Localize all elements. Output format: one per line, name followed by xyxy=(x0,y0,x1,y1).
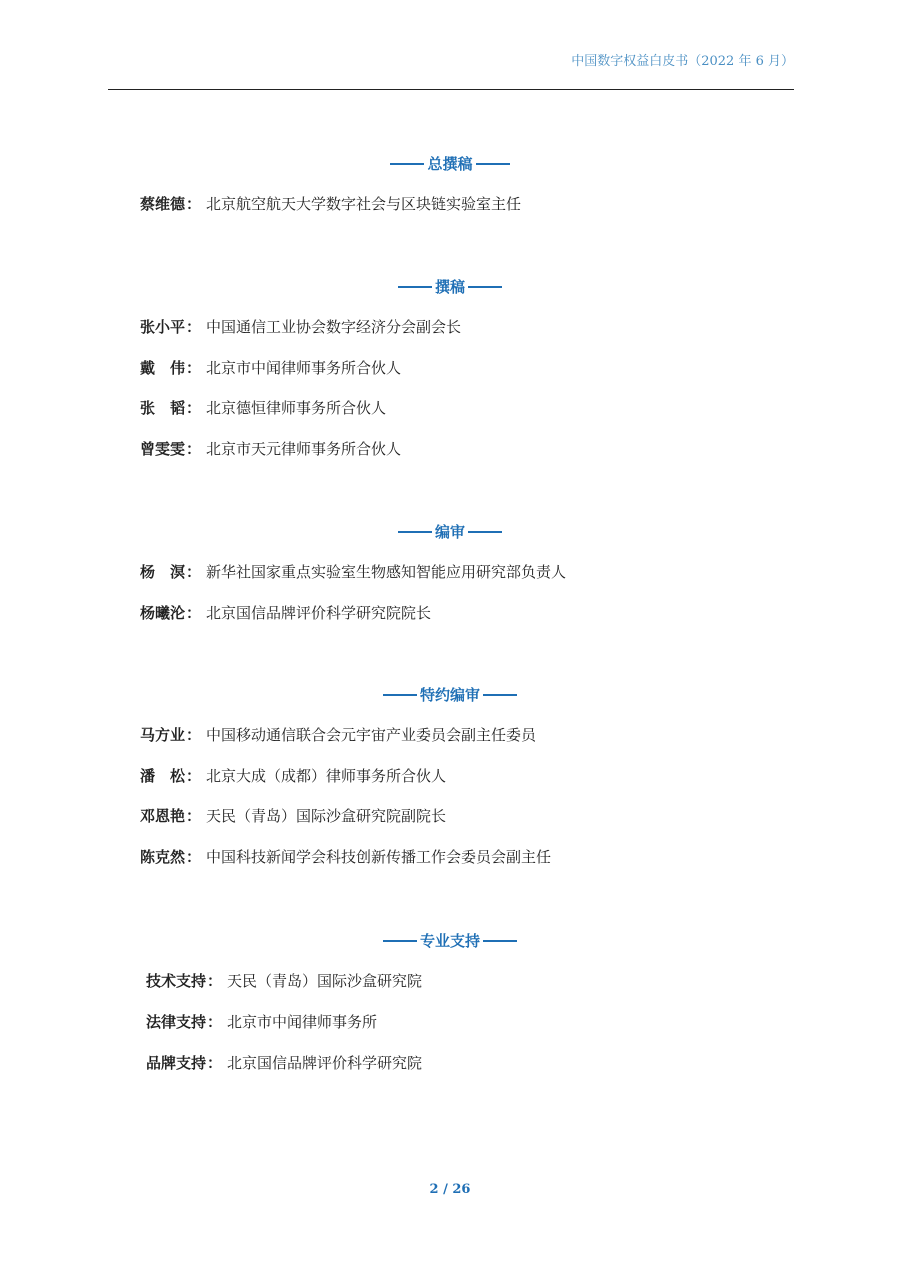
support-provider: 天民（青岛）国际沙盒研究院 xyxy=(227,972,423,990)
contributor-name: 潘 松 xyxy=(140,767,186,785)
support-provider: 北京国信品牌评价科学研究院 xyxy=(227,1054,423,1072)
support-provider: 北京市中闻律师事务所 xyxy=(227,1013,378,1031)
section-heading-label: 撰稿 xyxy=(434,278,465,296)
support-type: 品牌支持 xyxy=(146,1054,207,1072)
contributor-role: 北京德恒律师事务所合伙人 xyxy=(206,399,387,417)
heading-dash-right xyxy=(468,286,502,288)
header-rule xyxy=(108,89,794,90)
contributor-row xyxy=(140,194,521,214)
contributor-role: 新华社国家重点实验室生物感知智能应用研究部负责人 xyxy=(206,563,567,581)
colon: ： xyxy=(207,1013,223,1031)
support-row xyxy=(146,1053,422,1073)
section-heading-writers xyxy=(0,276,900,297)
contributor-row xyxy=(140,766,446,786)
contributor-name: 张小平 xyxy=(140,318,186,336)
contributor-row xyxy=(140,562,566,582)
section-heading-editors xyxy=(0,521,900,542)
contributor-row xyxy=(140,847,551,867)
support-row xyxy=(146,1012,377,1032)
section-heading-guest-editors xyxy=(0,684,900,705)
heading-dash-left xyxy=(398,531,432,533)
contributor-name: 蔡维德 xyxy=(140,195,186,213)
colon: ： xyxy=(186,767,202,785)
colon: ： xyxy=(186,195,202,213)
heading-dash-right xyxy=(468,531,502,533)
contributor-role: 北京航空航天大学数字社会与区块链实验室主任 xyxy=(206,195,522,213)
heading-dash-left xyxy=(398,286,432,288)
contributor-role: 天民（青岛）国际沙盒研究院副院长 xyxy=(206,807,447,825)
colon: ： xyxy=(186,848,202,866)
colon: ： xyxy=(186,318,202,336)
support-row xyxy=(146,971,422,991)
contributor-name: 邓恩艳 xyxy=(140,807,186,825)
contributor-name: 陈克然 xyxy=(140,848,186,866)
section-heading-label: 编审 xyxy=(434,523,465,541)
contributor-role: 北京市天元律师事务所合伙人 xyxy=(206,440,402,458)
heading-dash-right xyxy=(476,163,510,165)
page-number: 2 / 26 xyxy=(429,1182,471,1197)
section-heading-chief-writer xyxy=(0,153,900,174)
contributor-role: 北京大成（成都）律师事务所合伙人 xyxy=(206,767,447,785)
colon: ： xyxy=(207,972,223,990)
contributor-name: 杨曦沦 xyxy=(140,604,186,622)
running-header: 中国数字权益白皮书（2022 年 6 月） xyxy=(571,54,794,69)
support-type: 法律支持 xyxy=(146,1013,207,1031)
contributor-row xyxy=(140,603,431,623)
heading-dash-left xyxy=(390,163,424,165)
contributor-row xyxy=(140,439,401,459)
heading-dash-right xyxy=(483,940,517,942)
section-heading-label: 特约编审 xyxy=(419,686,480,704)
contributor-row xyxy=(140,398,386,418)
contributor-role: 中国通信工业协会数字经济分会副会长 xyxy=(206,318,462,336)
section-heading-label: 专业支持 xyxy=(419,932,480,950)
contributor-name: 杨 溟 xyxy=(140,563,186,581)
contributor-row xyxy=(140,806,446,826)
contributor-row xyxy=(140,317,461,337)
contributor-row xyxy=(140,358,401,378)
colon: ： xyxy=(186,399,202,417)
colon: ： xyxy=(186,726,202,744)
colon: ： xyxy=(207,1054,223,1072)
support-type: 技术支持 xyxy=(146,972,207,990)
contributor-role: 北京国信品牌评价科学研究院院长 xyxy=(206,604,432,622)
contributor-role: 中国科技新闻学会科技创新传播工作会委员会副主任 xyxy=(206,848,552,866)
colon: ： xyxy=(186,440,202,458)
section-heading-label: 总撰稿 xyxy=(427,155,473,173)
contributor-name: 马方业 xyxy=(140,726,186,744)
contributor-name: 曾雯雯 xyxy=(140,440,186,458)
colon: ： xyxy=(186,563,202,581)
colon: ： xyxy=(186,604,202,622)
contributor-role: 中国移动通信联合会元宇宙产业委员会副主任委员 xyxy=(206,726,537,744)
contributor-name: 戴 伟 xyxy=(140,359,186,377)
contributor-row xyxy=(140,725,536,745)
colon: ： xyxy=(186,359,202,377)
contributor-name: 张 韬 xyxy=(140,399,186,417)
section-heading-professional-support xyxy=(0,930,900,951)
contributor-role: 北京市中闻律师事务所合伙人 xyxy=(206,359,402,377)
heading-dash-left xyxy=(383,694,417,696)
heading-dash-left xyxy=(383,940,417,942)
heading-dash-right xyxy=(483,694,517,696)
colon: ： xyxy=(186,807,202,825)
